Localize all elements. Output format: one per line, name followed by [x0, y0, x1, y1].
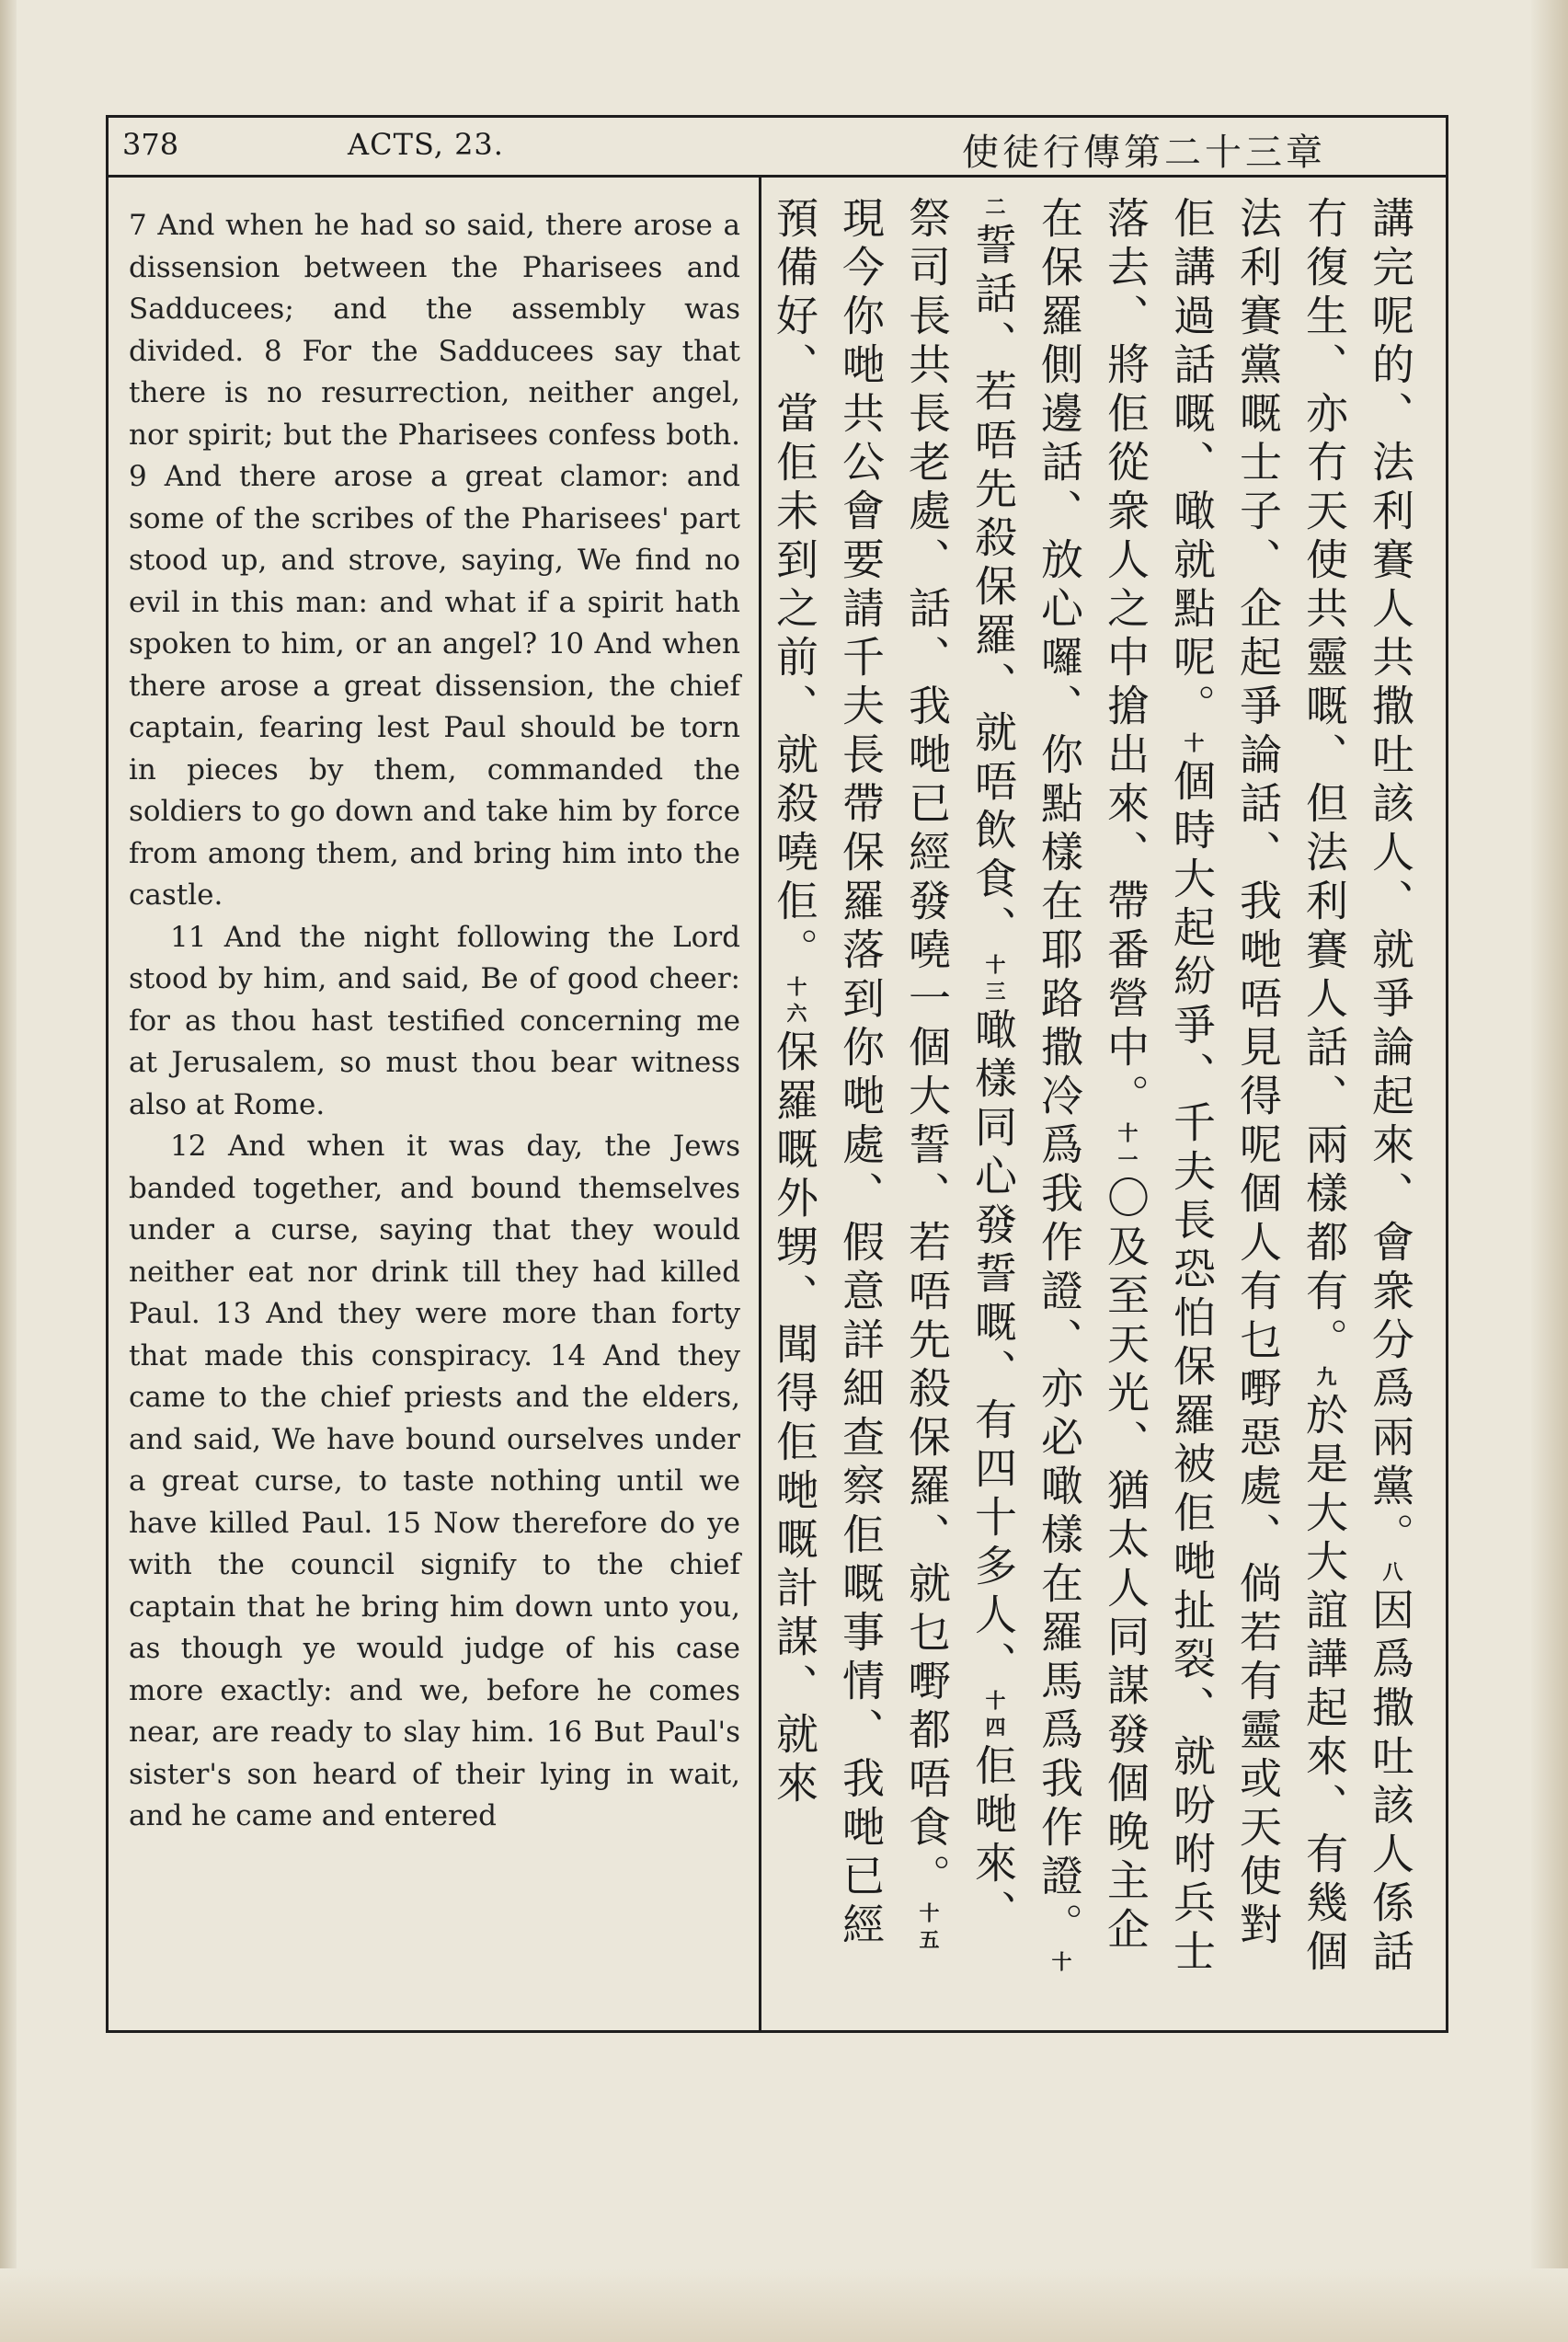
- verse-marker-14: 十四: [982, 1690, 1005, 1743]
- chinese-column: [770, 196, 1424, 1980]
- page-spine-shadow: [0, 0, 17, 2342]
- page-edge-shadow: [1531, 0, 1568, 2342]
- english-paragraph-2: 11 And the night following the Lord stood by him, and said, Be of good cheer: for as thou hast testified concerning me at Jerusalem, so must thou bear witness also at Rome.: [129, 920, 740, 1121]
- chinese-verse-14: 佢哋來、祭司長共長老處、話、我哋已經發嘵一個大誓、若唔先殺保羅、就乜嘢都唔食。: [902, 196, 1018, 1938]
- chinese-verse-16: 保羅嘅外甥、聞得佢哋嘅計謀、就來: [770, 1029, 819, 1809]
- verse-marker-16: 十六: [784, 976, 807, 1029]
- chinese-verse-15: 現今你哋共公會要請千夫長帶保羅落到你哋處、假意詳細查察佢嘅事情、我哋已經預備好、當佢未到之前、就殺嘵佢。: [770, 196, 886, 1951]
- chinese-verse-11: 〇及至天光、猶太人同謀發個晚主企在保羅側邊話、放心囉、你點樣在耶路撒冷爲我作證、亦必噉樣在羅馬爲我作證。: [1035, 196, 1150, 1956]
- english-column: [129, 205, 740, 1838]
- verse-marker-10: 十: [1181, 732, 1204, 759]
- verse-marker-9: 九: [1313, 1366, 1336, 1393]
- chinese-verse-8: 因爲撒吐該人係話冇復生、亦冇天使共靈嘅、但法利賽人話、兩樣都有。: [1299, 196, 1415, 1978]
- verse-marker-12: 十二: [982, 196, 1071, 1978]
- text-frame: [106, 115, 1448, 2033]
- chinese-verse-10: 個時大起紛爭、千夫長恐怕保羅被佢哋扯裂、就吩咐兵士落去、將佢從衆人之中搶出來、帶番營中。: [1101, 196, 1217, 1978]
- verse-marker-15: 十五: [916, 1902, 939, 1956]
- page-number: 378: [122, 127, 179, 162]
- running-head-english: ACTS, 23.: [348, 127, 504, 162]
- chinese-verse-13: 噉樣同心發誓嘅、有四十多人、: [968, 1007, 1018, 1690]
- chinese-verse-7: 講完呢的、法利賽人共撒吐該人、就爭論起來、會衆分爲兩黨。: [1366, 196, 1415, 1561]
- english-paragraph-1: 7 And when he had so said, there arose a dissension between the Pharisees and Sadducees; and the assembly was divided. 8 For the Sadducees say that there is no resurrection, neither angel, nor spirit; but the Pharisees confess both. 9 And there arose a great clamor: and some of the scribes of the Pharisees' part stood up, and strove, saying, We find no evil in this man: and what if a spirit hath spoken to him, or an angel? 10 And when there arose a great dissension, the chief captain, fearing lest Paul should be torn in pieces by them, commanded the soldiers to go down and take him by force from among them, and bring him into the castle.: [129, 209, 740, 912]
- verse-marker-8: 八: [1379, 1561, 1402, 1588]
- verse-marker-13: 十三: [982, 954, 1005, 1007]
- page-header: [109, 118, 1446, 178]
- verse-marker-11: 十一: [1115, 1122, 1138, 1176]
- english-paragraph-3: 12 And when it was day, the Jews banded together, and bound themselves under a curse, saying that they would neither eat nor drink till they had killed Paul. 13 And they were more than forty that made this conspiracy. 14 And they came to the chief priests and the elders, and said, We have bound ourselves under a great curse, to taste nothing until we have killed Paul. 15 Now therefore do ye with the council signify to the chief captain that he bring him down unto you, as though ye would judge of his case more exactly: and we, before he comes near, are ready to slay him. 16 But Paul's sister's son heard of their lying in wait, and he came and entered: [129, 1130, 740, 1832]
- page-bottom-shadow: [0, 2268, 1568, 2342]
- running-head-chinese: 使徒行傳第二十三章: [962, 132, 1326, 174]
- chinese-verse-12: 誓話、若唔先殺保羅、就唔飲食、: [968, 223, 1018, 954]
- chinese-verse-9: 於是大大誼譁起來、有幾個法利賽黨嘅士子、企起爭論話、我哋唔見得呢個人有乜嘢惡處、倘若有靈或天使對佢講過話嘅、噉就點呢。: [1167, 196, 1349, 1978]
